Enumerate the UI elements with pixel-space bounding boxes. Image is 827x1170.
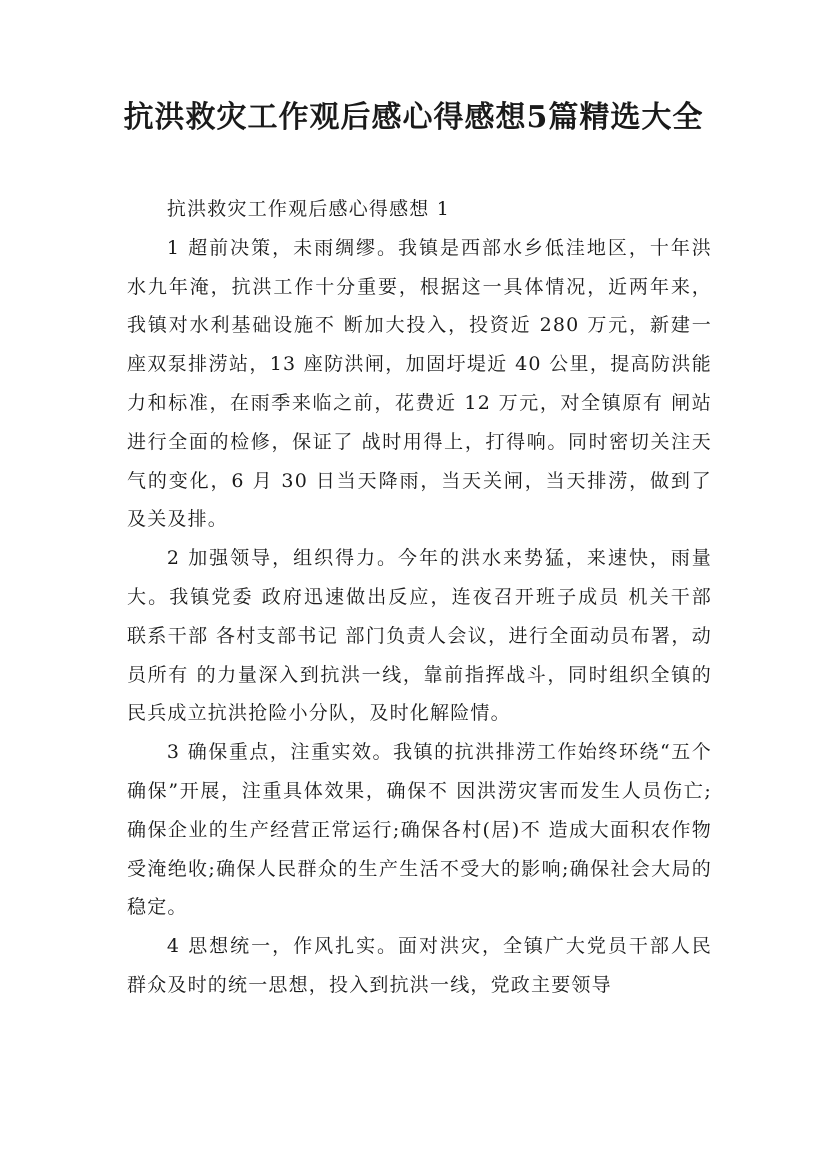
section-heading: 抗洪救灾工作观后感心得感想 1 (166, 198, 451, 220)
paragraph-1: 1 超前决策，未雨绸缪。我镇是西部水乡低洼地区，十年洪水九年淹，抗洪工作十分重要，根据这一具体情况，近两年来，我镇对水利基础设施不 断加大投入，投资近 280 万元，新建一座双泵排涝站，13 座防洪闸，加固圩堤近 40 公里，提高防洪能力和标准，在雨季来临之前，花费近 12 万元，对全镇原有 闸站进行全面的检修，保证了 战时用得上，打得响。同时密切关注天气的变化，6 月 30 日当天降雨，当天关闸，当天排涝，做到了 及关及排。 (127, 236, 712, 531)
document-title: 抗洪救灾工作观后感心得感想5篇精选大全 (123, 100, 704, 135)
paragraph-3: 3 确保重点，注重实效。我镇的抗洪排涝工作始终环绕“五个确保”开展，注重具体效果，确保不 因洪涝灾害而发生人员伤亡;确保企业的生产经营正常运行;确保各村(居)不 造成大面积农作物受淹绝收;确保人民群众的生产生活不受大的影响;确保社会大局的稳定。 (127, 741, 712, 919)
paragraph-4: 4 思想统一，作风扎实。面对洪灾，全镇广大党员干部人民群众及时的统一思想，投入到抗洪一线，党政主要领导 (127, 935, 712, 996)
document-body (127, 190, 712, 1005)
paragraph-2: 2 加强领导，组织得力。今年的洪水来势猛，来速快，雨量大。我镇党委 政府迅速做出反应，连夜召开班子成员 机关干部 联系干部 各村支部书记 部门负责人会议，进行全面动员布署，动员所有 的力量深入到抗洪一线，靠前指挥战斗，同时组织全镇的民兵成立抗洪抢险小分队，及时化解险情。 (127, 547, 712, 725)
